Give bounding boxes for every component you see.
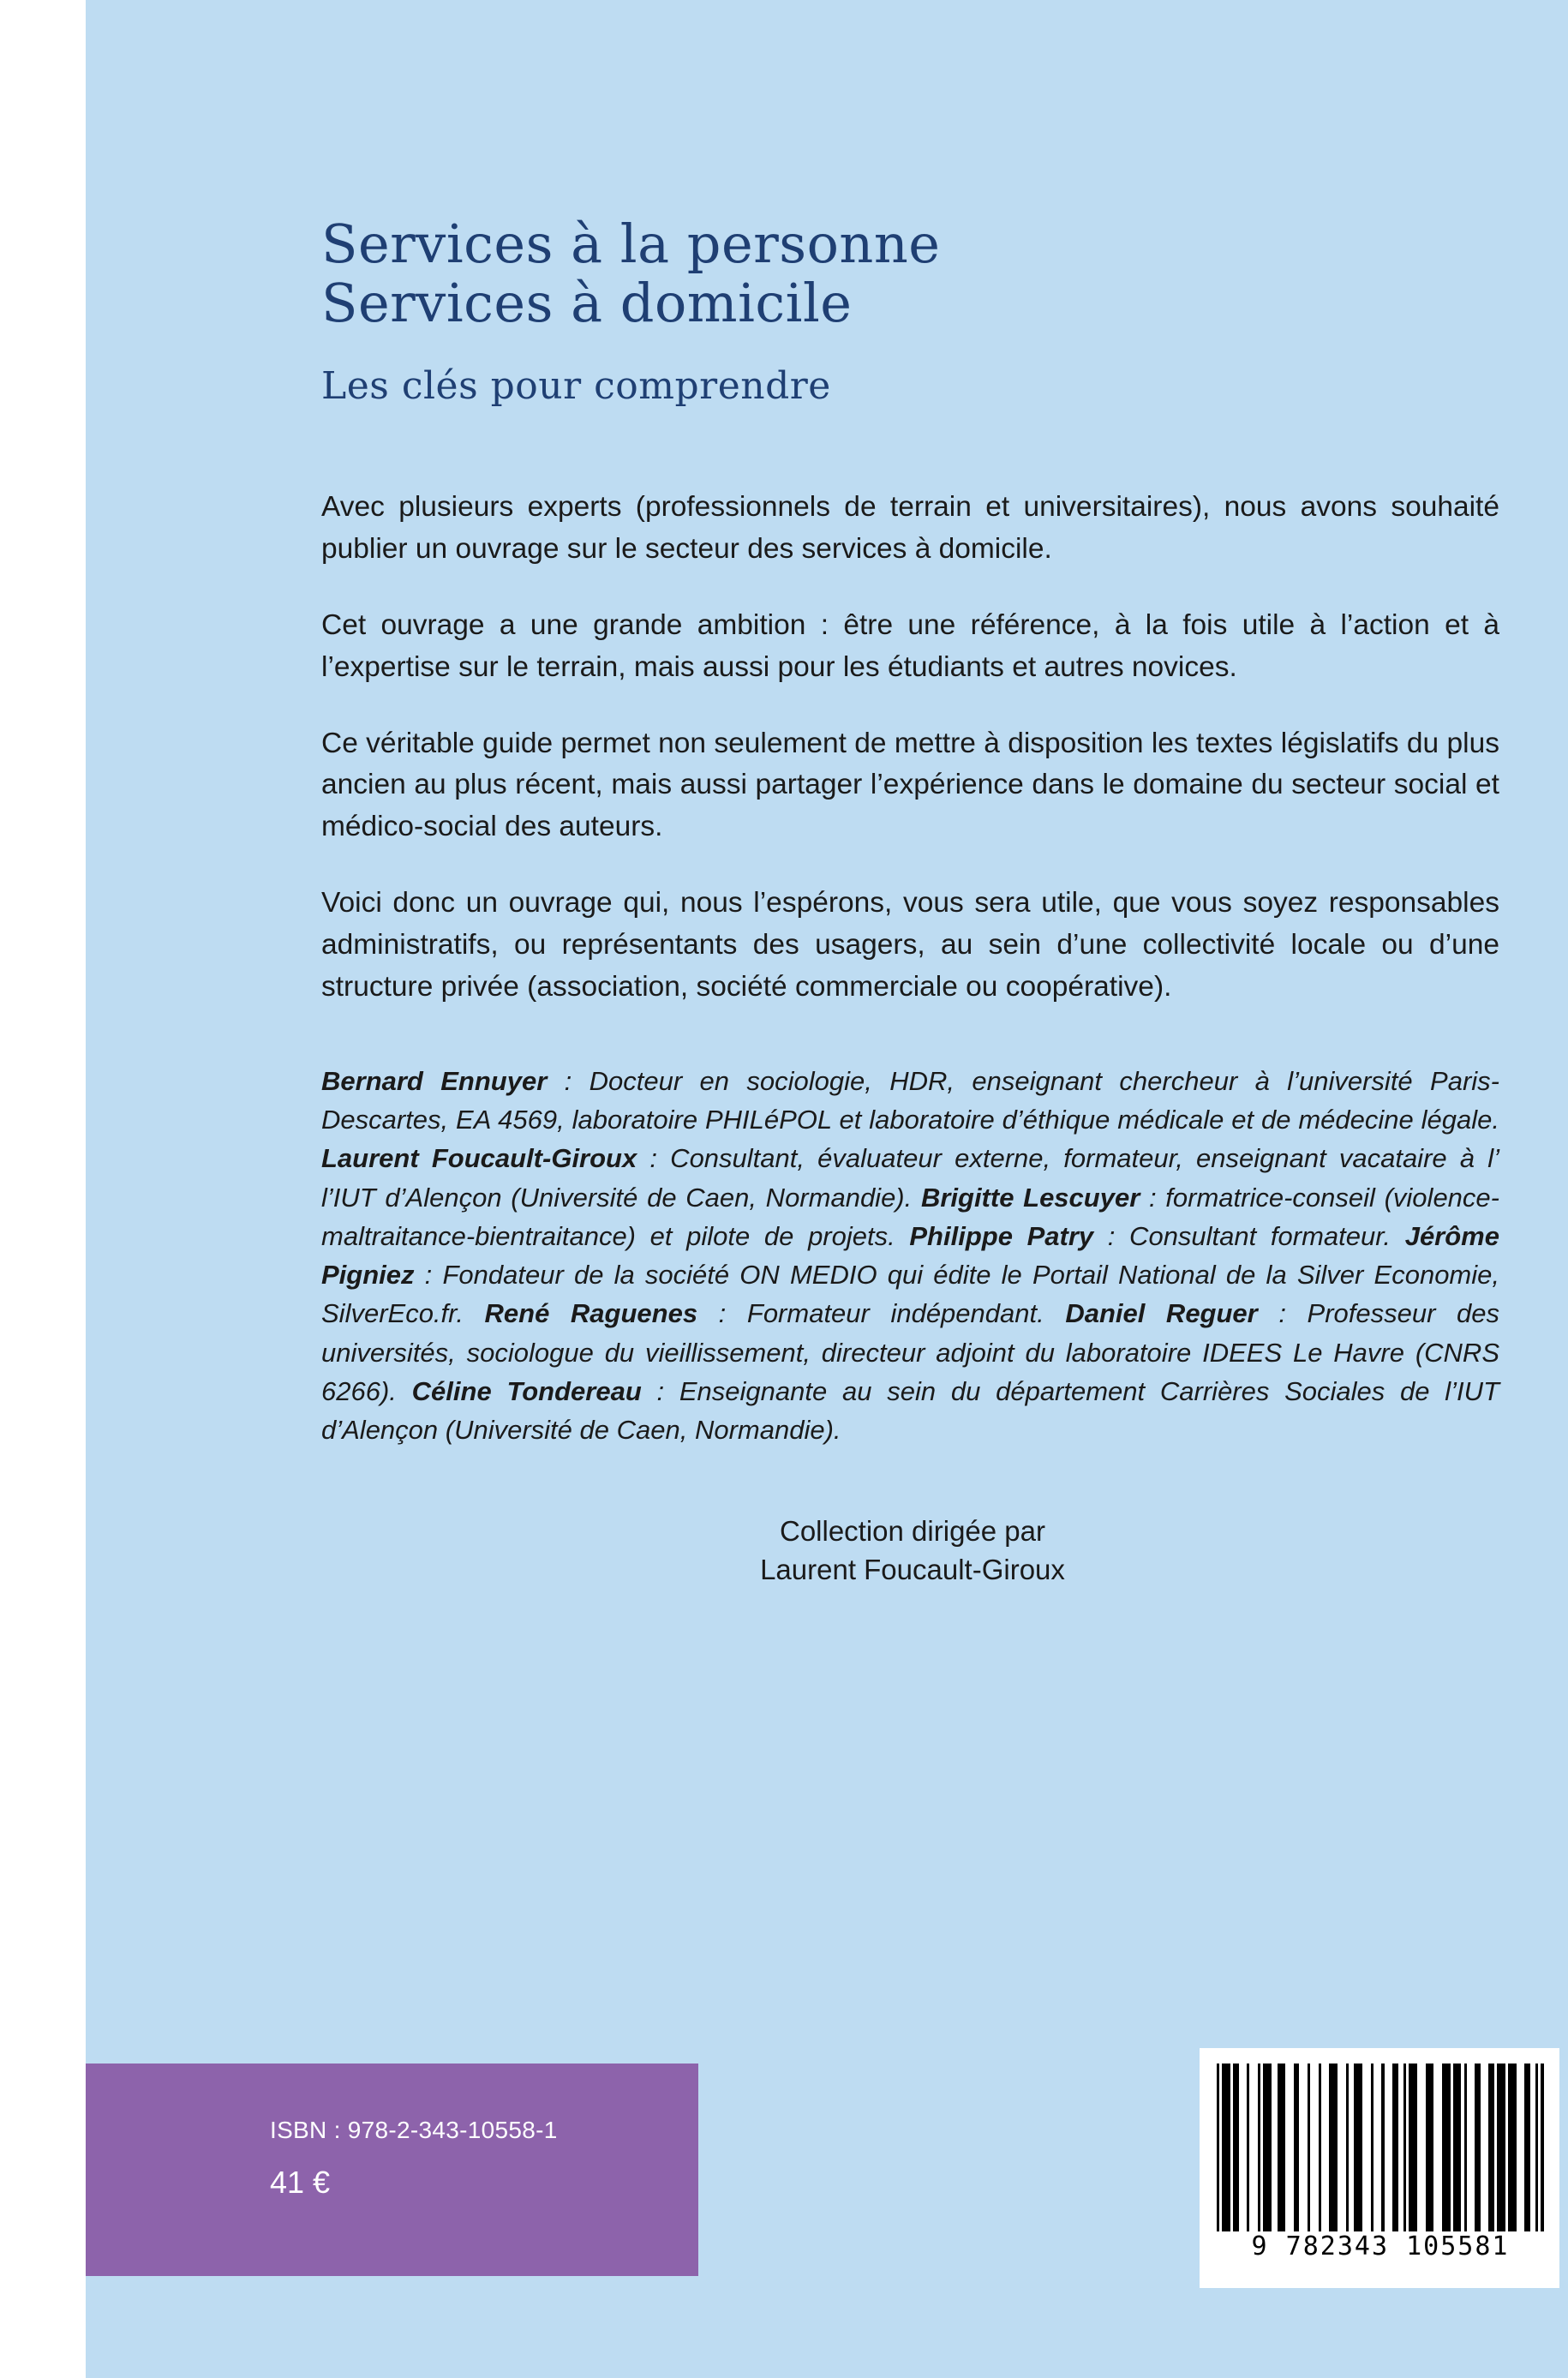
blurb-paragraph: Voici donc un ouvrage qui, nous l’espérons, vous sera utile, que vous soyez responsables administratifs, ou représentants des usagers, au sein d’une collectivité locale ou d’une structure privée (association, société commerciale ou coopérative). (321, 887, 1499, 1003)
price-text: 41 € (270, 2165, 331, 2200)
author-bio-text: : Fondateur de la société ON MEDIO qui édite le Portail National de la Silver Economie, SilverEco.fr. (321, 1260, 1499, 1329)
isbn-price-block (86, 2064, 698, 2276)
blurb-text (321, 487, 1499, 1009)
author-name: Brigitte Lescuyer (920, 1182, 1140, 1213)
author-bio-text: : Formateur indépendant. (697, 1298, 1066, 1329)
barcode-digits: 9 782343 105581 (1251, 2231, 1510, 2261)
blurb-paragraph: Avec plusieurs experts (professionnels de terrain et universitaires), nous avons souhaité publier un ouvrage sur le secteur des services à domicile. (321, 490, 1499, 565)
blurb-paragraph: Cet ouvrage a une grande ambition : être une référence, à la fois utile à l’action et à l’expertise sur le terrain, mais aussi pour les étudiants et autres novices. (321, 608, 1499, 683)
isbn-text: ISBN : 978-2-343-10558-1 (270, 2117, 558, 2143)
book-subtitle: Les clés pour comprendre (321, 363, 831, 408)
author-name: Jérôme Pigniez (321, 1220, 1499, 1291)
blurb-paragraph: Ce véritable guide permet non seulement de mettre à disposition les textes législatifs du plus ancien au plus récent, mais aussi partager l’expérience dans le domaine du secteur social et médico-social des auteurs. (321, 727, 1499, 843)
collection-credit (321, 1512, 1504, 1589)
author-name: Bernard Ennuyer (321, 1065, 548, 1096)
author-bio-text: : Consultant formateur. (1093, 1220, 1405, 1251)
author-bio-text: : Professeur des universités, sociologue du vieillissement, directeur adjoint du laboratoire IDEES Le Havre (CNRS 6266). (321, 1298, 1499, 1406)
author-name: Daniel Reguer (1065, 1298, 1258, 1329)
author-name: Céline Tondereau (411, 1375, 642, 1406)
book-back-cover (86, 0, 1568, 2378)
author-bio-text: : formatrice-conseil (violence-maltraitance-bientraitance) et pilote de projets. (321, 1182, 1499, 1251)
author-bios (321, 1062, 1499, 1450)
barcode (1200, 2048, 1559, 2288)
title-line-1: Services à la personne (321, 213, 941, 275)
left-white-margin (0, 0, 86, 2378)
author-name: Laurent Foucault-Giroux (321, 1143, 637, 1174)
collection-editor: Laurent Foucault-Giroux (760, 1553, 1065, 1585)
cover-content (321, 214, 1504, 1590)
barcode-bars (1217, 2064, 1544, 2231)
author-name: Philippe Patry (909, 1220, 1094, 1251)
author-bio-text: : Consultant, évaluateur externe, formateur, enseignant vacataire à l’ l’IUT d’Alençon (Université de Caen, Normandie). (321, 1143, 1499, 1213)
author-bio-text: : Docteur en sociologie, HDR, enseignant chercheur à l’université Paris-Descartes, EA 4569, laboratoire PHILéPOL et laboratoire d’éthique médicale et de médecine légale. (321, 1065, 1499, 1135)
author-bio-text: : Enseignante au sein du département Carrières Sociales de l’IUT d’Alençon (Université de Caen, Normandie). (321, 1375, 1499, 1446)
isbn-price-inner (270, 2117, 558, 2201)
author-name: René Raguenes (484, 1298, 698, 1329)
collection-label: Collection dirigée par (779, 1515, 1045, 1548)
book-title (321, 214, 1504, 333)
title-line-2: Services à domicile (321, 272, 853, 335)
